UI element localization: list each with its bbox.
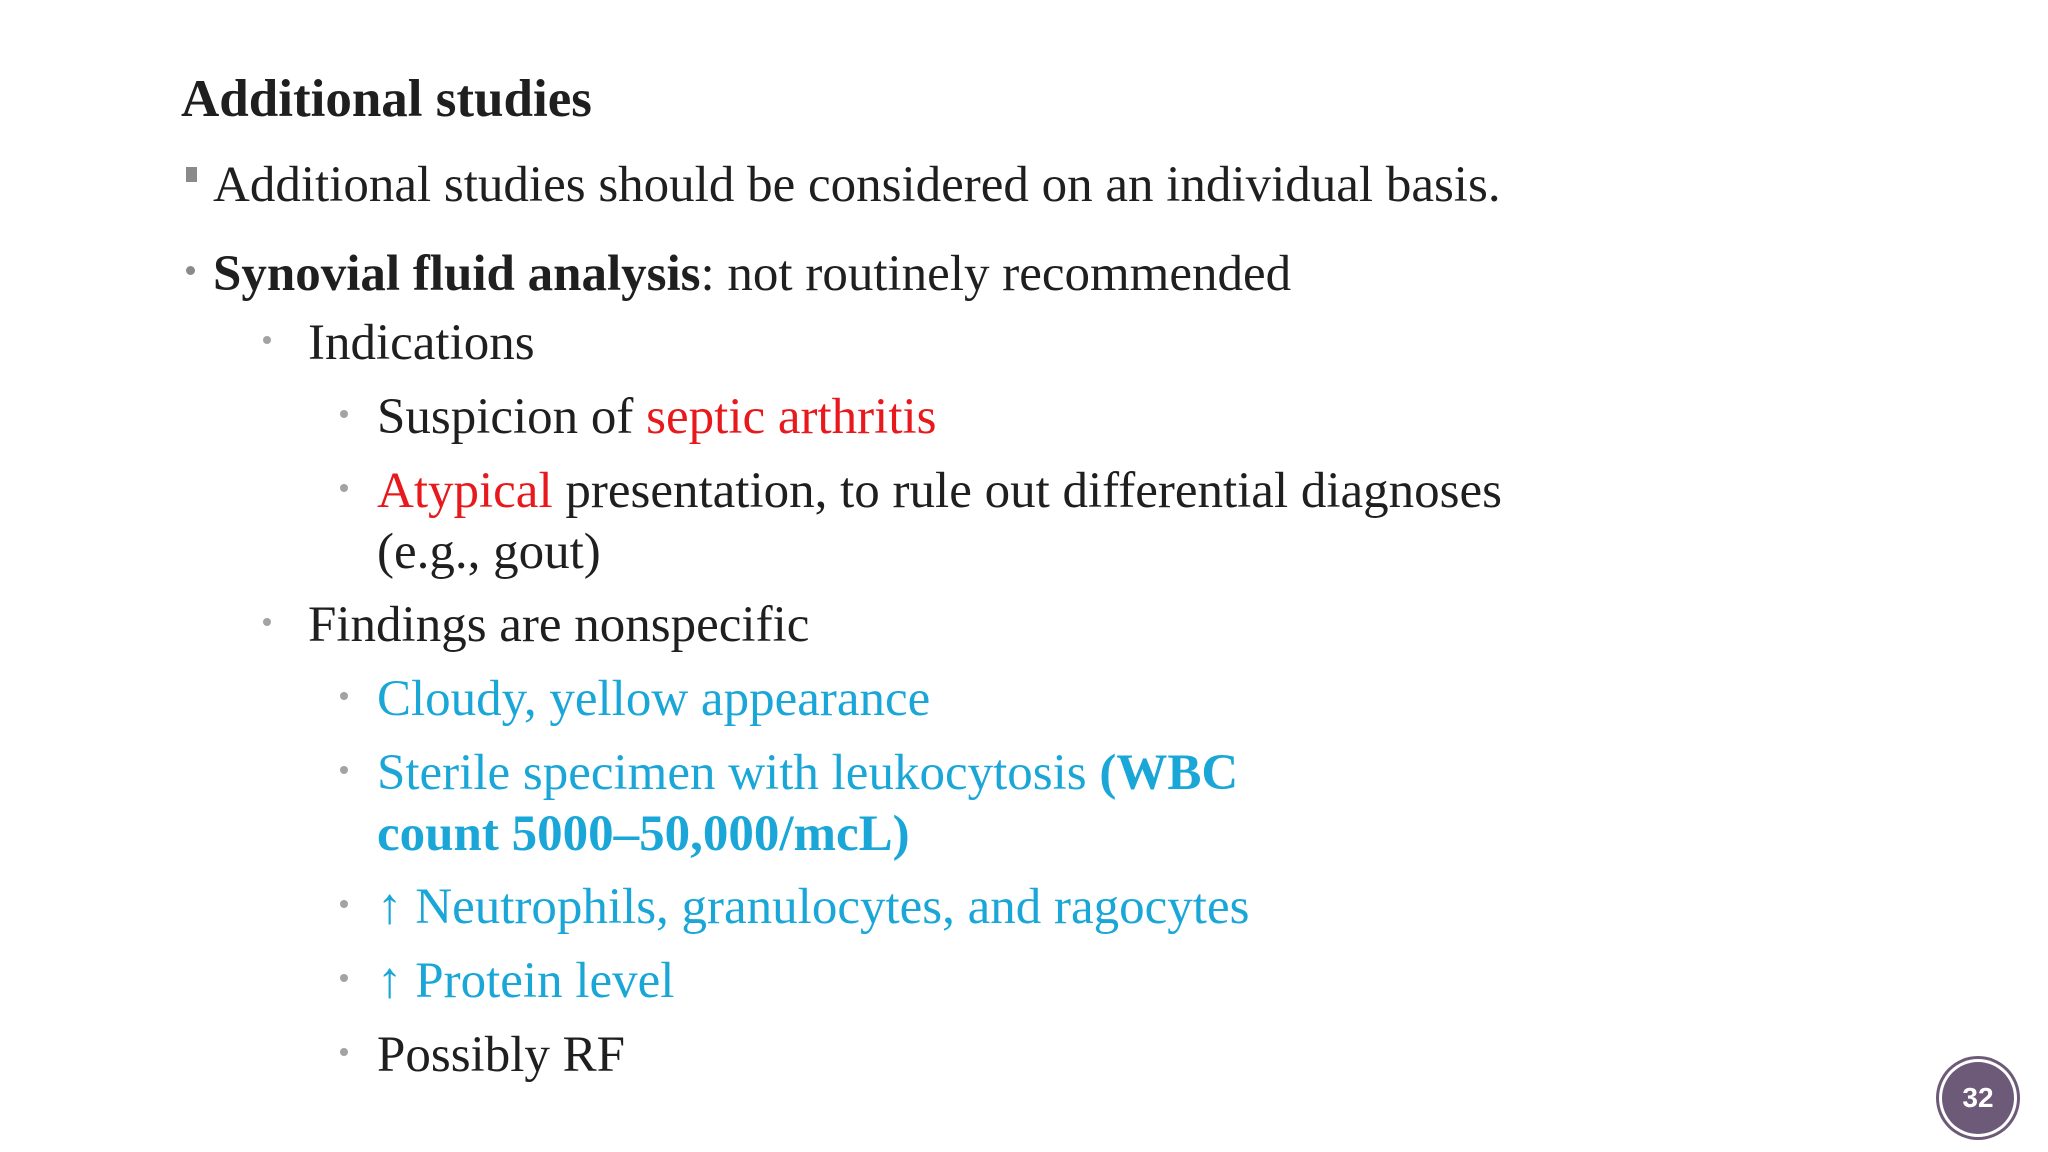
bullet-dot-icon	[340, 1048, 348, 1056]
atypical-continuation: (e.g., gout)	[377, 524, 601, 580]
bullet-dot-icon	[340, 410, 348, 418]
synovial-fluid-label: Synovial fluid analysis	[213, 246, 701, 302]
bullet-dot-icon	[186, 266, 195, 275]
synovial-fluid-note: : not routinely recommended	[700, 246, 1292, 302]
page-number-badge: 32	[1942, 1062, 2014, 1134]
bullet-dot-icon	[263, 336, 271, 344]
slide-title: Additional studies	[181, 70, 592, 128]
sterile-specimen-text: Sterile specimen with leukocytosis	[377, 745, 1100, 801]
finding-neutrophils: ↑ Neutrophils, granulocytes, and ragocytes	[377, 879, 1250, 935]
finding-possibly-rf: Possibly RF	[377, 1027, 626, 1083]
finding-protein-level: ↑ Protein level	[377, 953, 675, 1009]
septic-arthritis-highlight: septic arthritis	[646, 389, 937, 445]
bullet-dot-icon	[340, 692, 348, 700]
wbc-count-range: count 5000–50,000/mcL)	[377, 806, 910, 862]
atypical-highlight: Atypical	[377, 463, 553, 519]
bullet-synovial-fluid	[213, 243, 1291, 305]
bullet-dot-icon	[340, 974, 348, 982]
bullet-dot-icon	[340, 900, 348, 908]
bullet-dot-icon	[340, 484, 348, 492]
findings-heading: Findings are nonspecific	[308, 597, 810, 653]
indication-septic-arthritis	[377, 386, 937, 448]
bullet-individual-basis: Additional studies should be considered on an individual basis.	[213, 157, 1501, 213]
indication-septic-text: Suspicion of	[377, 389, 647, 445]
finding-cloudy-yellow: Cloudy, yellow appearance	[377, 671, 931, 727]
wbc-label: (WBC	[1099, 745, 1239, 801]
atypical-text: presentation, to rule out differential diagnoses	[552, 463, 1503, 519]
bullet-dot-icon	[340, 766, 348, 774]
finding-sterile-specimen	[377, 742, 1238, 804]
square-bullet-icon	[186, 167, 197, 182]
bullet-dot-icon	[263, 618, 271, 626]
indications-heading: Indications	[308, 315, 535, 371]
indication-atypical-presentation	[377, 460, 1502, 522]
